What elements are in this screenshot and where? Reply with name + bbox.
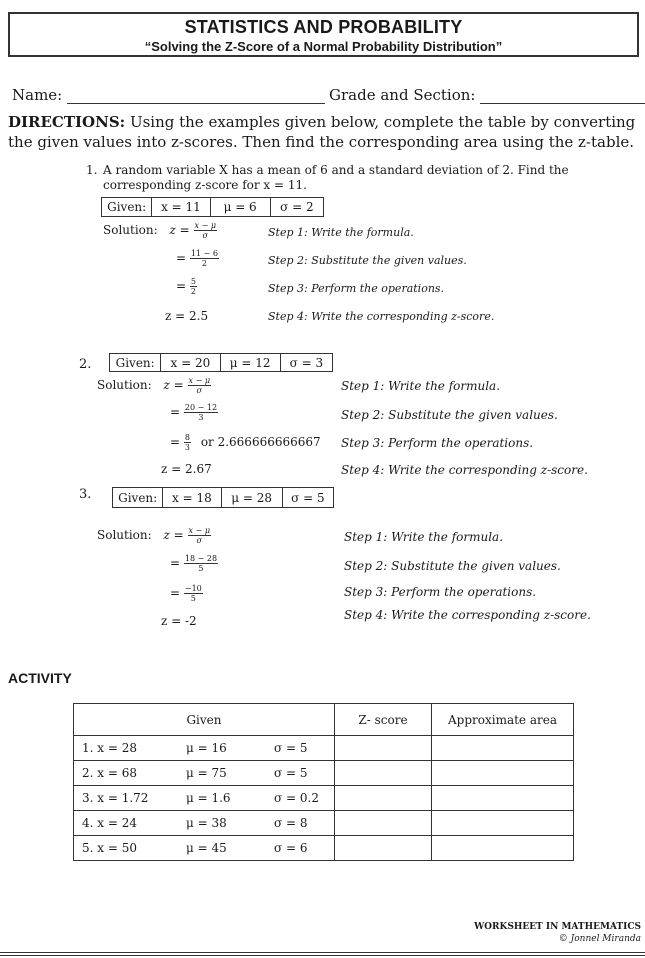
fraction-numerator: 11 − 6 — [190, 249, 218, 258]
given-cell — [74, 736, 335, 761]
given-cell — [74, 811, 335, 836]
worksheet-title: STATISTICS AND PROBABILITY — [184, 17, 463, 37]
ex1-problem-line1: A random variable X has a mean of 6 and a standard deviation of 2. Find the — [103, 163, 569, 177]
fraction-numerator: −10 — [184, 584, 202, 593]
given-mu: μ = 6 — [211, 198, 271, 216]
fraction-numerator: x − μ — [188, 526, 211, 535]
ex3-step3: Step 3: Perform the operations. — [344, 585, 537, 599]
given-cell — [74, 836, 335, 861]
ex1-substitution-line — [176, 249, 219, 268]
ex3-formula-line — [97, 526, 211, 545]
header-given: Given — [74, 704, 335, 736]
ex2-step2: Step 2: Substitute the given values. — [341, 408, 558, 422]
footer-title: WORKSHEET IN MATHEMATICS — [474, 922, 641, 932]
header-approximate-area: Approximate area — [432, 704, 574, 736]
row-sigma: σ = 5 — [274, 741, 308, 755]
area-answer-cell[interactable] — [432, 836, 574, 861]
grade-field — [329, 86, 645, 104]
fraction-denominator: 3 — [184, 443, 190, 452]
substitution-fraction — [190, 249, 219, 268]
fraction-numerator: 8 — [184, 433, 190, 442]
table-row — [74, 811, 574, 836]
operation-fraction — [184, 584, 203, 603]
equals-sign: = — [170, 586, 181, 600]
solution-label: Solution: — [97, 378, 152, 392]
ex2-formula-line — [97, 376, 211, 395]
ex3-step1: Step 1: Write the formula. — [344, 530, 504, 544]
equals-sign: = — [176, 279, 187, 293]
directions — [8, 112, 638, 152]
equals-sign: = — [170, 556, 181, 570]
fraction-denominator: σ — [202, 231, 209, 240]
given-sigma: σ = 5 — [291, 490, 325, 505]
worksheet-subtitle: “Solving the Z-Score of a Normal Probability Distribution” — [144, 39, 503, 54]
solution-label: Solution: — [103, 223, 158, 237]
ex3-number: 3. — [79, 487, 92, 502]
z-score-answer-cell[interactable] — [335, 736, 432, 761]
formula-fraction — [194, 221, 218, 240]
directions-text: Using the examples given below, complete the table by converting the given values into z-scores. Then find the corresponding area using the z-table. — [8, 113, 636, 151]
ex1-step3: Step 3: Perform the operations. — [268, 282, 445, 295]
ex3-result: z = -2 — [161, 614, 197, 628]
area-answer-cell[interactable] — [432, 761, 574, 786]
area-answer-cell[interactable] — [432, 736, 574, 761]
fraction-denominator: σ — [196, 386, 203, 395]
fraction-numerator: 5 — [190, 277, 196, 286]
footer-author: © Jonnel Miranda — [558, 934, 641, 944]
fraction-denominator: σ — [196, 536, 203, 545]
z-score-answer-cell[interactable] — [335, 811, 432, 836]
ex1-number: 1. — [86, 163, 98, 177]
name-label: Name: — [12, 86, 63, 104]
ex3-given-box — [112, 487, 334, 508]
ex2-step3: Step 3: Perform the operations. — [341, 436, 534, 450]
fraction-numerator: 18 − 28 — [184, 554, 218, 563]
given-label: Given: — [113, 488, 163, 507]
activity-heading: ACTIVITY — [8, 670, 72, 686]
given-x: x = 18 — [163, 488, 221, 507]
row-x: 1. x = 28 — [82, 741, 137, 755]
given-cell — [74, 786, 335, 811]
row-sigma: σ = 0.2 — [274, 791, 319, 805]
ex2-step1: Step 1: Write the formula. — [341, 379, 501, 393]
formula-fraction — [188, 376, 212, 395]
given-x: x = 11 — [152, 198, 210, 216]
row-x: 5. x = 50 — [82, 841, 137, 855]
bottom-rule — [0, 952, 645, 953]
z-score-answer-cell[interactable] — [335, 836, 432, 861]
ex3-substitution-line — [170, 554, 218, 573]
ex1-formula-line — [103, 221, 217, 240]
fraction-denominator: 2 — [190, 287, 196, 296]
row-x: 4. x = 24 — [82, 816, 137, 830]
substitution-fraction — [184, 554, 218, 573]
ex2-number: 2. — [79, 357, 92, 372]
area-answer-cell[interactable] — [432, 811, 574, 836]
ex1-given-box — [101, 197, 324, 217]
given-sigma: σ = 2 — [280, 200, 314, 214]
grade-label: Grade and Section: — [329, 86, 476, 104]
row-sigma: σ = 5 — [274, 766, 308, 780]
row-mu: μ = 45 — [186, 841, 227, 855]
row-x: 2. x = 68 — [82, 766, 137, 780]
formula-fraction — [188, 526, 212, 545]
fraction-denominator: 5 — [190, 594, 196, 603]
ex1-result: z = 2.5 — [165, 309, 209, 323]
fraction-numerator: x − μ — [194, 221, 217, 230]
solution-label: Solution: — [97, 528, 152, 542]
row-mu: μ = 16 — [186, 741, 227, 755]
fraction-numerator: 20 − 12 — [184, 403, 218, 412]
name-field — [12, 86, 325, 104]
ex1-step2: Step 2: Substitute the given values. — [268, 254, 467, 267]
fraction-numerator: x − μ — [188, 376, 211, 385]
ex2-result: z = 2.67 — [161, 462, 212, 476]
row-x: 3. x = 1.72 — [82, 791, 149, 805]
ex2-operation-line — [170, 433, 321, 452]
grade-blank[interactable] — [480, 103, 645, 104]
table-header-row — [74, 704, 574, 736]
given-cell — [74, 761, 335, 786]
row-mu: μ = 38 — [186, 816, 227, 830]
row-mu: μ = 75 — [186, 766, 227, 780]
header-z-score: Z- score — [335, 704, 432, 736]
table-row — [74, 836, 574, 861]
substitution-fraction — [184, 403, 218, 422]
ex1-step4: Step 4: Write the corresponding z-score. — [268, 310, 495, 323]
given-mu: μ = 28 — [222, 488, 283, 507]
row-sigma: σ = 6 — [274, 841, 308, 855]
ex3-step4: Step 4: Write the corresponding z-score. — [344, 608, 591, 622]
operation-fraction — [190, 277, 197, 296]
equals-sign: = — [170, 405, 181, 419]
area-answer-cell[interactable] — [432, 786, 574, 811]
bottom-rule-double — [0, 955, 645, 956]
given-sigma: σ = 3 — [289, 355, 324, 370]
ex1-step1: Step 1: Write the formula. — [268, 226, 414, 239]
decimal-value: or 2.666666666667 — [200, 435, 321, 449]
given-mu: μ = 12 — [221, 354, 281, 371]
table-row — [74, 761, 574, 786]
z-equals: z = — [163, 378, 184, 392]
given-label: Given: — [110, 354, 161, 371]
table-row — [74, 736, 574, 761]
z-score-answer-cell[interactable] — [335, 786, 432, 811]
fraction-denominator: 3 — [198, 413, 204, 422]
ex3-step2: Step 2: Substitute the given values. — [344, 559, 561, 573]
operation-fraction — [184, 433, 191, 452]
given-label: Given: — [102, 198, 152, 216]
row-mu: μ = 1.6 — [186, 791, 231, 805]
activity-table — [73, 703, 574, 861]
z-score-answer-cell[interactable] — [335, 761, 432, 786]
name-blank[interactable] — [67, 103, 325, 104]
ex3-operation-line — [170, 584, 203, 603]
equals-sign: = — [176, 251, 187, 265]
ex2-given-box — [109, 353, 333, 372]
fraction-denominator: 5 — [198, 564, 204, 573]
equals-sign: = — [170, 435, 181, 449]
row-sigma: σ = 8 — [274, 816, 308, 830]
directions-label: DIRECTIONS: — [8, 113, 126, 131]
table-row — [74, 786, 574, 811]
title-box — [8, 12, 639, 57]
ex1-operation-line — [176, 277, 197, 296]
ex1-problem-line2: corresponding z-score for x = 11. — [103, 178, 307, 192]
z-equals: z = — [169, 223, 190, 237]
ex2-step4: Step 4: Write the corresponding z-score. — [341, 463, 588, 477]
given-x: x = 20 — [161, 354, 220, 371]
fraction-denominator: 2 — [201, 259, 207, 268]
ex2-substitution-line — [170, 403, 218, 422]
z-equals: z = — [163, 528, 184, 542]
